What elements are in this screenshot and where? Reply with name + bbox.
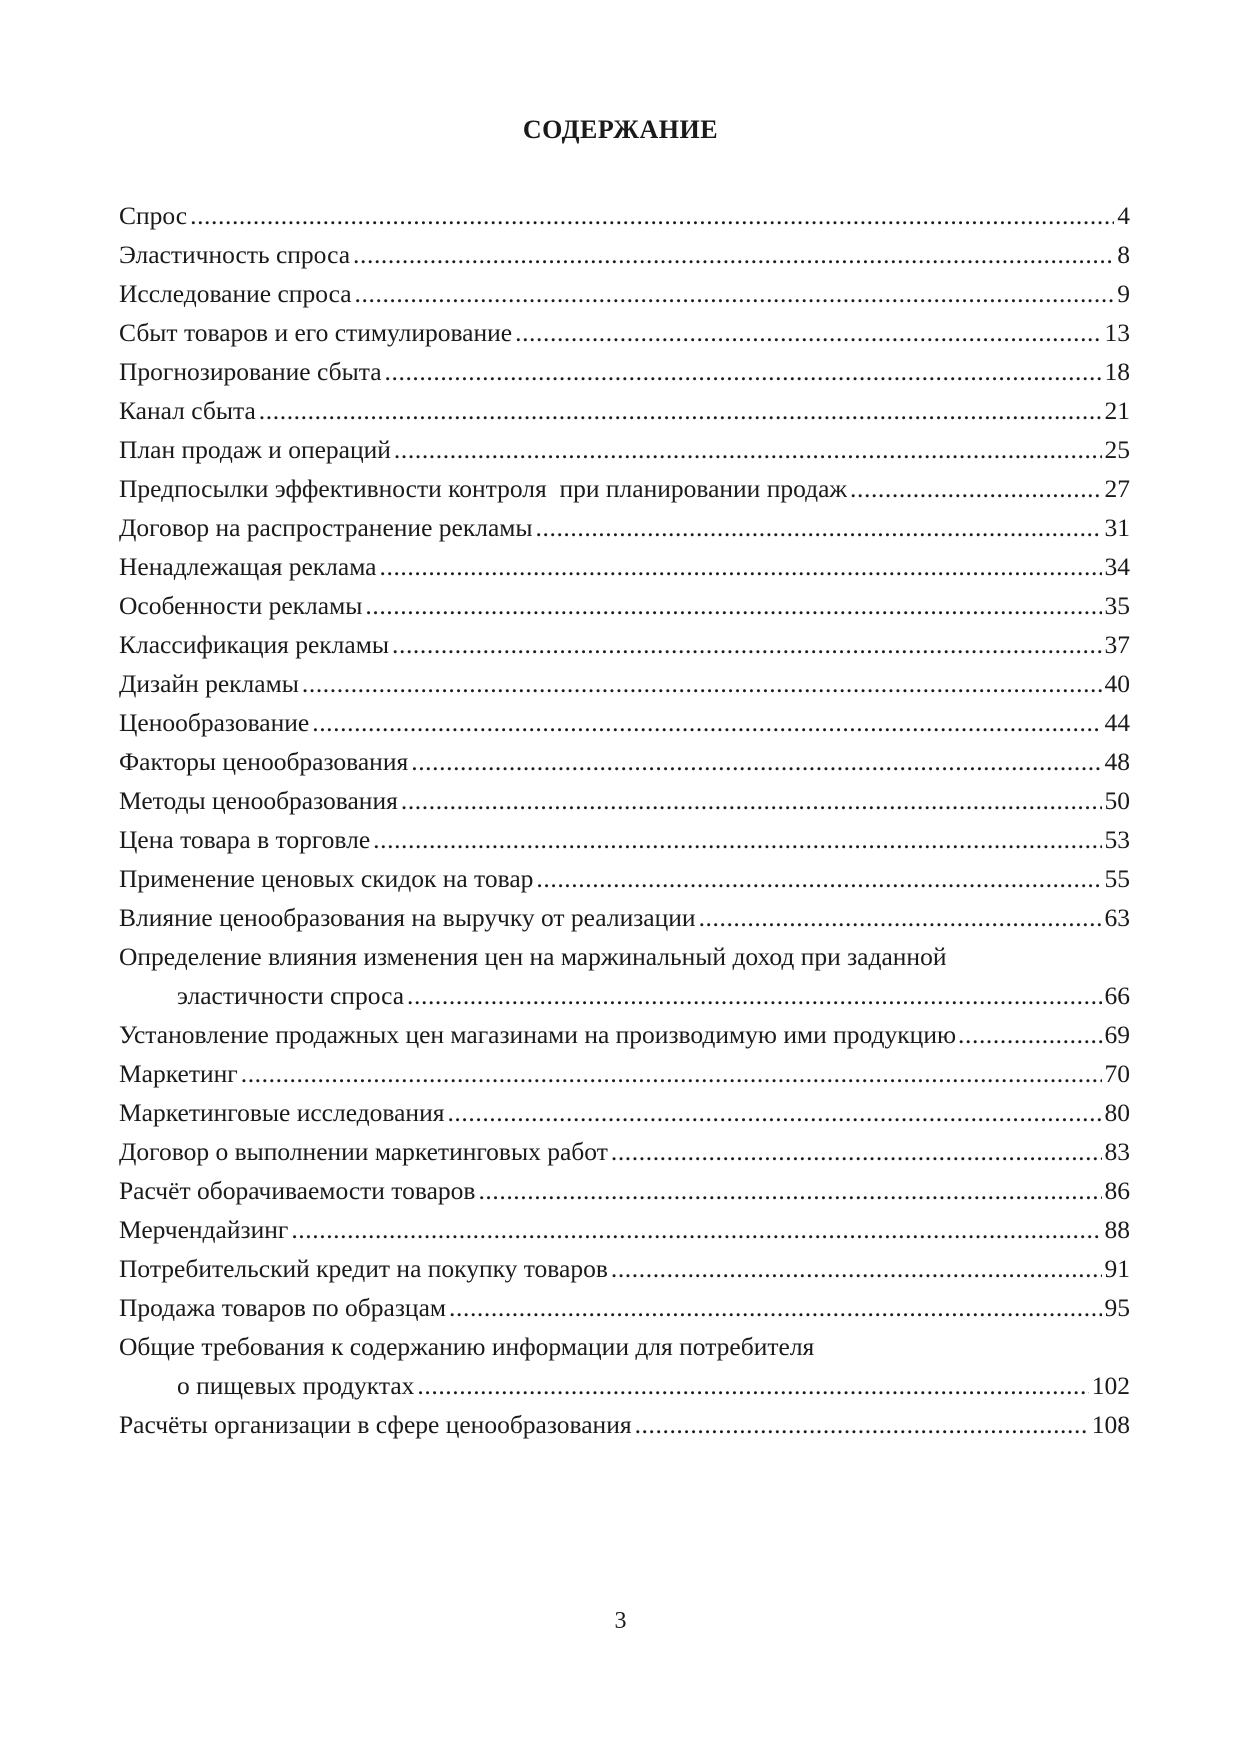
- toc-leader-dots: [411, 742, 1101, 781]
- toc-entry[interactable]: [119, 508, 1130, 547]
- toc-entry-title: Исследование спроса: [119, 279, 352, 308]
- toc-leader-dots: [312, 703, 1101, 742]
- toc-entry-title: Цена товара в торговле: [119, 825, 371, 854]
- toc-entry-title: о пищевых продуктах: [177, 1371, 415, 1400]
- toc-entry-title: Факторы ценообразования: [119, 747, 409, 776]
- toc-entry-title: Мерчендайзинг: [119, 1215, 289, 1244]
- toc-leader-dots: [536, 508, 1102, 547]
- toc-entry-page: 35: [1104, 591, 1130, 620]
- toc-entry-page: 66: [1104, 981, 1130, 1010]
- toc-entry[interactable]: [119, 391, 1130, 430]
- toc-entry-page: 102: [1091, 1371, 1130, 1400]
- toc-entry-title: Сбыт товаров и его стимулирование: [119, 318, 513, 347]
- toc-leader-dots: [380, 547, 1102, 586]
- toc-entry-first-line[interactable]: Определение влияния изменения цен на маржинальный доход при заданной: [119, 942, 947, 971]
- toc-entry-page: 88: [1104, 1215, 1130, 1244]
- toc-leader-dots: [958, 1015, 1102, 1054]
- toc-entry[interactable]: [119, 196, 1130, 235]
- toc-entry-title: Ценообразование: [119, 708, 310, 737]
- toc-entry-page: 37: [1104, 630, 1130, 659]
- toc-leader-dots: [291, 1210, 1101, 1249]
- toc-entry[interactable]: [119, 625, 1130, 664]
- toc-entry[interactable]: [119, 1093, 1130, 1132]
- toc-entry[interactable]: [119, 1132, 1130, 1171]
- toc-leader-dots: [449, 1288, 1101, 1327]
- toc-entry[interactable]: [119, 1171, 1130, 1210]
- toc-leader-dots: [417, 1366, 1088, 1405]
- toc-leader-dots: [259, 391, 1102, 430]
- toc-leader-dots: [850, 469, 1101, 508]
- toc-entry-title: Установление продажных цен магазинами на производимую ими продукцию: [119, 1020, 957, 1049]
- toc-entry[interactable]: [119, 859, 1130, 898]
- toc-entry[interactable]: [119, 235, 1130, 274]
- toc-entry-title: Дизайн рекламы: [119, 669, 299, 698]
- toc-entry-title: Канал сбыта: [119, 396, 256, 425]
- toc-entry-page: 80: [1104, 1098, 1130, 1127]
- toc-entry[interactable]: [119, 1366, 1130, 1405]
- toc-entry-title: Эластичность спроса: [119, 240, 351, 269]
- toc-entry[interactable]: [119, 898, 1130, 937]
- page-number: 3: [614, 1608, 627, 1634]
- toc-entry-page: 34: [1104, 552, 1130, 581]
- toc-entry[interactable]: [119, 703, 1130, 742]
- toc-entry-title: Маркетинг: [119, 1059, 238, 1088]
- toc-entry[interactable]: [119, 547, 1130, 586]
- toc-entry-page: 86: [1104, 1176, 1130, 1205]
- toc-entry[interactable]: [119, 352, 1130, 391]
- toc-entry-page: 27: [1104, 474, 1130, 503]
- toc-leader-dots: [407, 976, 1101, 1015]
- toc-entry[interactable]: [119, 313, 1130, 352]
- toc-entry-page: 55: [1104, 864, 1130, 893]
- toc-entry-page: 83: [1104, 1137, 1130, 1166]
- toc-leader-dots: [699, 898, 1102, 937]
- toc-leader-dots: [190, 196, 1114, 235]
- toc-entry-title: Влияние ценообразования на выручку от реализации: [119, 903, 696, 932]
- toc-entry-page: 50: [1104, 786, 1130, 815]
- toc-entry-title: Методы ценообразования: [119, 786, 398, 815]
- toc-entry-title: Применение ценовых скидок на товар: [119, 864, 534, 893]
- toc-entry-page: 53: [1104, 825, 1130, 854]
- toc-leader-dots: [365, 586, 1101, 625]
- toc-entry-page: 13: [1104, 318, 1130, 347]
- toc-entry[interactable]: [119, 820, 1130, 859]
- toc-leader-dots: [611, 1132, 1102, 1171]
- toc-leader-dots: [635, 1405, 1089, 1444]
- toc-entry-page: 31: [1104, 513, 1130, 542]
- toc-leader-dots: [394, 430, 1102, 469]
- toc-entry[interactable]: [119, 976, 1130, 1015]
- toc-entry-title: Маркетинговые исследования: [119, 1098, 445, 1127]
- page-title: СОДЕРЖАНИЕ: [522, 115, 719, 144]
- toc-entry-title: Спрос: [119, 201, 188, 230]
- toc-entry-page: 25: [1104, 435, 1130, 464]
- toc-leader-dots: [447, 1093, 1101, 1132]
- toc-leader-dots: [392, 625, 1102, 664]
- toc-leader-dots: [515, 313, 1101, 352]
- toc-entry-page: 69: [1104, 1020, 1130, 1049]
- toc-entry-page: 108: [1091, 1410, 1130, 1439]
- toc-entry-title: Договор на распространение рекламы: [119, 513, 533, 542]
- toc-entry[interactable]: [119, 1210, 1130, 1249]
- toc-leader-dots: [241, 1054, 1102, 1093]
- toc-entry[interactable]: [119, 430, 1130, 469]
- toc-entry[interactable]: [119, 742, 1130, 781]
- toc-entry-page: 44: [1104, 708, 1130, 737]
- toc-leader-dots: [611, 1249, 1102, 1288]
- toc-entry-page: 70: [1104, 1059, 1130, 1088]
- toc-entry-page: 18: [1104, 357, 1130, 386]
- toc-entry[interactable]: [119, 469, 1130, 508]
- toc-leader-dots: [536, 859, 1101, 898]
- toc-leader-dots: [385, 352, 1102, 391]
- toc-entry-first-line[interactable]: Общие требования к содержанию информации для потребителя: [119, 1332, 815, 1361]
- toc-entry[interactable]: [119, 1288, 1130, 1327]
- toc-entry-title: Потребительский кредит на покупку товаров: [119, 1254, 608, 1283]
- toc-entry-title: Продажа товаров по образцам: [119, 1293, 447, 1322]
- toc-entry[interactable]: [119, 274, 1130, 313]
- toc-leader-dots: [302, 664, 1102, 703]
- table-of-contents: [119, 196, 1130, 1444]
- toc-entry[interactable]: [119, 1249, 1130, 1288]
- toc-leader-dots: [353, 235, 1114, 274]
- toc-leader-dots: [478, 1171, 1101, 1210]
- toc-entry-title: Прогнозирование сбыта: [119, 357, 382, 386]
- toc-leader-dots: [373, 820, 1101, 859]
- toc-entry-page: 95: [1104, 1293, 1130, 1322]
- toc-entry[interactable]: [119, 781, 1130, 820]
- toc-entry-page: 91: [1104, 1254, 1130, 1283]
- toc-entry-title: Договор о выполнении маркетинговых работ: [119, 1137, 608, 1166]
- toc-entry[interactable]: [119, 1054, 1130, 1093]
- toc-entry-title: Классификация рекламы: [119, 630, 389, 659]
- toc-leader-dots: [355, 274, 1115, 313]
- toc-entry-page: 48: [1104, 747, 1130, 776]
- toc-entry-page: 8: [1117, 240, 1130, 269]
- toc-entry-page: 63: [1104, 903, 1130, 932]
- toc-entry[interactable]: [119, 1405, 1130, 1444]
- toc-entry-page: 4: [1117, 201, 1130, 230]
- toc-entry[interactable]: [119, 1015, 1130, 1054]
- toc-entry-title: эластичности спроса: [177, 981, 405, 1010]
- toc-entry-page: 9: [1117, 279, 1130, 308]
- toc-entry-page: 40: [1104, 669, 1130, 698]
- toc-entry-title: Ненадлежащая реклама: [119, 552, 377, 581]
- toc-entry-title: План продаж и операций: [119, 435, 391, 464]
- toc-entry[interactable]: [119, 586, 1130, 625]
- toc-leader-dots: [401, 781, 1102, 820]
- toc-entry-page: 21: [1104, 396, 1130, 425]
- toc-entry-title: Расчёт оборачиваемости товаров: [119, 1176, 476, 1205]
- toc-entry-title: Предпосылки эффективности контроля при планировании продаж: [119, 474, 848, 503]
- toc-entry-title: Расчёты организации в сфере ценообразования: [119, 1410, 632, 1439]
- toc-entry[interactable]: [119, 664, 1130, 703]
- toc-entry-title: Особенности рекламы: [119, 591, 363, 620]
